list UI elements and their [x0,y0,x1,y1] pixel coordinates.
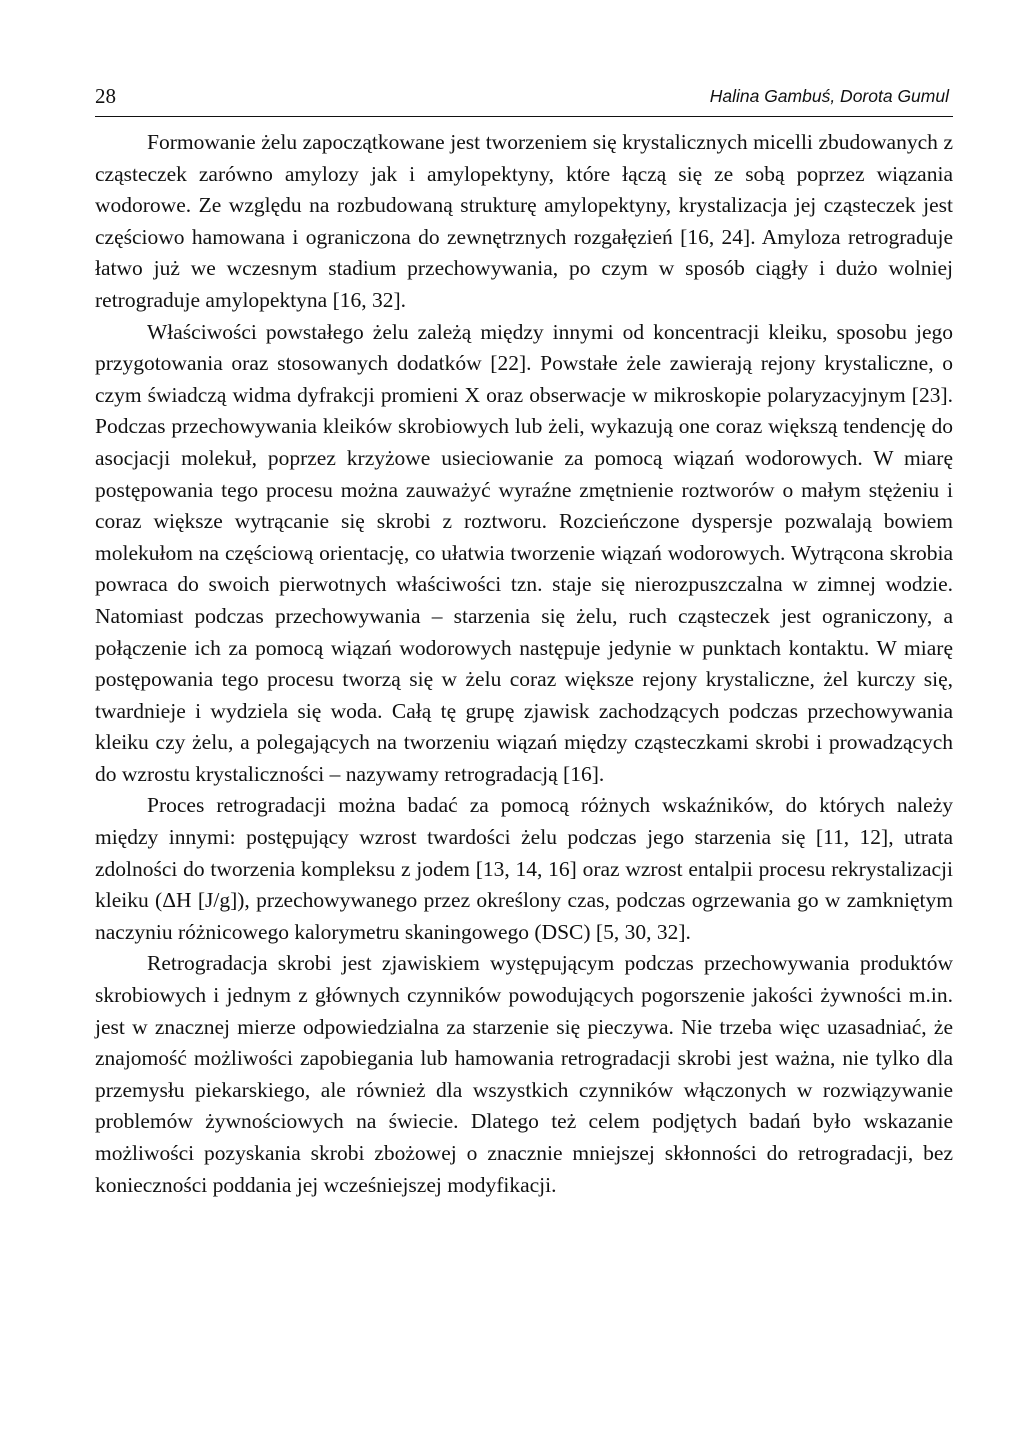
paragraph: Retrogradacja skrobi jest zjawiskiem występującym podczas przechowywania produktów skrobiowych i jednym z głównych czynników powodujących pogorszenie jakości żywności m.in. jest w znacznej mierze odpowiedzialna za starzenie się pieczywa. Nie trzeba więc uzasadniać, że znajomość możliwości zapobiegania lub hamowania retrogradacji skrobi jest ważna, nie tylko dla przemysłu piekarskiego, ale również dla wszystkich czynników włączonych w rozwiązywanie problemów żywnościowych na świecie. Dlatego też celem podjętych badań było wskazanie możliwości pozyskania skrobi zbożowej o znacznie mniejszej skłonności do retrogradacji, bez konieczności poddania jej wcześniejszej modyfikacji. [95,951,953,1197]
paragraph: Właściwości powstałego żelu zależą między innymi od koncentracji kleiku, sposobu jego przygotowania oraz stosowanych dodatków [22]. Powstałe żele zawierają rejony krystaliczne, o czym świadczą widma dyfrakcji promieni X oraz obserwacje w mikroskopie polaryzacyjnym [23]. Podczas przechowywania kleików skrobiowych lub żeli, wykazują one coraz większą tendencję do asocjacji molekuł, poprzez krzyżowe usieciowanie za pomocą wiązań wodorowych. W miarę postępowania tego procesu można zauważyć wyraźne zmętnienie roztworów o małym stężeniu i coraz większe wytrącanie się skrobi z roztworu. Rozcieńczone dyspersje pozwalają bowiem molekułom na częściową orientację, co ułatwia tworzenie wiązań wodorowych. Wytrącona skrobia powraca do swoich pierwotnych właściwości tzn. staje się nierozpuszczalna w zimnej wodzie. Natomiast podczas przechowywania – starzenia się żelu, ruch cząsteczek jest ograniczony, a połączenie ich za pomocą wiązań wodorowych następuje jedynie w punktach kontaktu. W miarę postępowania tego procesu tworzą się w żelu coraz większe rejony krystaliczne, żel kurczy się, twardnieje i wydziela się woda. Całą tę grupę zjawisk zachodzących podczas przechowywania kleiku czy żelu, a polegających na tworzeniu wiązań między cząsteczkami skrobi i prowadzących do wzrostu krystaliczności – nazywamy retrogradacją [16]. [95,319,953,786]
page-number: 28 [95,84,116,108]
body-text [95,127,953,1201]
running-header [95,82,953,117]
document-page [95,82,953,1201]
running-header-authors: Halina Gambuś, Dorota Gumul [709,86,949,106]
paragraph: Formowanie żelu zapoczątkowane jest tworzeniem się krystalicznych micelli zbudowanych z cząsteczek zarówno amylozy jak i amylopektyny, które łączą się ze sobą poprzez wiązania wodorowe. Ze względu na rozbudowaną strukturę amylopektyny, krystalizacja jej cząsteczek jest częściowo hamowana i ograniczona do zewnętrznych rozgałęzień [16, 24]. Amyloza retrograduje łatwo już we wczesnym stadium przechowywania, po czym w sposób ciągły i dużo wolniej retrograduje amylopektyna [16, 32]. [95,130,953,312]
paragraph: Proces retrogradacji można badać za pomocą różnych wskaźników, do których należy między innymi: postępujący wzrost twardości żelu podczas jego starzenia się [11, 12], utrata zdolności do tworzenia kompleksu z jodem [13, 14, 16] oraz wzrost entalpii procesu rekrystalizacji kleiku (ΔH [J/g]), przechowywanego przez określony czas, podczas ogrzewania go w zamkniętym naczyniu różnicowego kalorymetru skaningowego (DSC) [5, 30, 32]. [95,793,953,944]
